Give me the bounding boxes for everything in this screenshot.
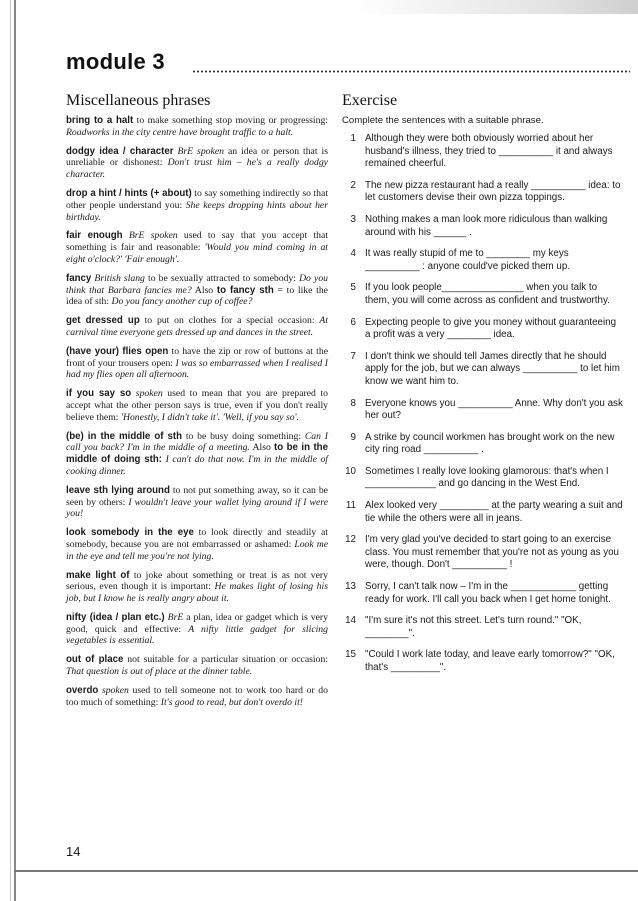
phrase-definition: Also bbox=[191, 284, 217, 296]
exercise-item bbox=[342, 248, 624, 273]
phrase-entry bbox=[66, 431, 328, 478]
phrase-italic-text: He makes light of losing his job, but I know he is really angry about it. bbox=[66, 581, 328, 605]
exercise-number: 7 bbox=[350, 350, 356, 362]
exercise-sentence: The new pizza restaurant had a really __________ idea: to let customers devise their own pizza toppings. bbox=[365, 179, 621, 204]
exercise-item bbox=[342, 351, 624, 389]
phrase-term: if you say so bbox=[66, 388, 132, 400]
phrase-list bbox=[66, 115, 328, 708]
exercise-number: 1 bbox=[350, 133, 356, 144]
exercise-item bbox=[342, 615, 624, 640]
phrase-entry bbox=[66, 654, 328, 678]
phrase-term: dodgy idea / character bbox=[66, 145, 174, 157]
phrase-definition: used to mean that you are prepared to accept what the other person says is true, even if you don't really believe them: bbox=[66, 388, 329, 423]
phrase-term: drop a hint / hints (+ about) bbox=[66, 187, 192, 199]
phrase-definition: to not put something away, so it can be seen by others: bbox=[66, 484, 328, 508]
phrase-term: overdo bbox=[66, 684, 99, 696]
exercise-item bbox=[342, 581, 624, 606]
phrase-definition: to be sexually attracted to somebody: bbox=[144, 272, 300, 284]
phrase-term: look somebody in the eye bbox=[66, 527, 194, 539]
phrase-italic-text: A nifty little gadget for slicing vegetables is essential. bbox=[66, 623, 328, 647]
page-number: 14 bbox=[66, 844, 81, 859]
exercise-sentence: Sorry, I can't talk now – I'm in the ____________ getting ready for work. I'll call you back when I get home tonight. bbox=[365, 581, 611, 605]
phrase-italic-text: Do you fancy another cup of coffee? bbox=[111, 296, 253, 308]
phrase-definition: to make something stop moving or progressing: bbox=[133, 115, 329, 126]
exercise-number: 15 bbox=[345, 649, 356, 661]
phrase-term: get dressed up bbox=[66, 315, 140, 327]
phrase-italic-text: BrE spoken bbox=[122, 230, 178, 242]
phrase-italic-text: 'Honestly, I didn't take it'. 'Well, if you say so'. bbox=[120, 411, 300, 423]
exercise-sentence: Everyone knows you __________ Anne. Why don't you ask her out? bbox=[365, 397, 623, 422]
exercise-item bbox=[342, 500, 624, 525]
phrase-italic-text: BrE bbox=[164, 611, 184, 623]
exercise-item bbox=[342, 534, 624, 572]
phrase-italic-text: Can I call you back? I'm in the middle of a meeting. bbox=[66, 430, 328, 454]
phrase-term: make light of bbox=[66, 569, 130, 581]
phrase-definition: to be busy doing something: bbox=[182, 430, 305, 442]
phrases-heading: Miscellaneous phrases bbox=[66, 92, 211, 109]
phrase-entry bbox=[66, 188, 328, 223]
exercise-item bbox=[342, 133, 624, 171]
exercise-sentence: I'm very glad you've decided to start going to an exercise class. You must remember that you're not as young as you were, though. Don't __________ ! bbox=[365, 534, 620, 571]
phrase-definition: a plan, idea or gadget which is very good, quick and effective: bbox=[66, 611, 329, 635]
phrase-entry bbox=[66, 346, 328, 381]
exercise-item bbox=[342, 398, 624, 423]
phrase-definition: an idea or person that is unreliable or dishonest: bbox=[66, 145, 328, 169]
exercise-number: 3 bbox=[350, 213, 356, 225]
phrase-definition: to joke about something or treat is as not very serious, even though it is important: bbox=[66, 569, 328, 593]
dotted-rule bbox=[192, 70, 630, 73]
exercise-sentence: I don't think we should tell James directly that he should apply for the job, but we can always __________ to let him know we want him to. bbox=[365, 350, 620, 387]
phrase-italic-text: spoken bbox=[131, 388, 163, 400]
phrase-entry bbox=[66, 273, 328, 308]
phrase-entry bbox=[66, 315, 328, 339]
phrase-term: (be) in the middle of sth bbox=[66, 430, 183, 442]
exercise-item bbox=[342, 466, 624, 491]
phrases-column bbox=[66, 92, 328, 715]
exercise-sentence: Sometimes I really love looking glamorous: that's when I _____________ and go dancing in the West End. bbox=[365, 465, 609, 490]
phrase-term: (have your) flies open bbox=[66, 345, 169, 357]
exercise-item bbox=[342, 432, 624, 457]
phrase-term: to be in the middle of doing sth: bbox=[66, 442, 328, 466]
phrase-italic-text: At carnival time everyone gets dressed up and dances in the street. bbox=[66, 315, 329, 338]
phrase-entry bbox=[66, 388, 328, 423]
exercise-number: 10 bbox=[345, 465, 356, 477]
exercise-sentence: Nothing makes a man look more ridiculous than walking around with his ______ . bbox=[365, 213, 608, 238]
phrase-term: to fancy sth bbox=[216, 284, 274, 296]
exercise-number: 11 bbox=[345, 500, 356, 512]
exercise-sentence: Although they were both obviously worried about her husband's illness, they tried to __________ it and always remained cheerful. bbox=[365, 133, 613, 170]
exercise-sentence: "I'm sure it's not this street. Let's turn round." "OK, ________". bbox=[365, 615, 582, 639]
phrase-italic-text: It's good to read, but don't overdo it! bbox=[160, 696, 303, 708]
exercise-sentence: If you look people_______________ when you talk to them, you will come across as confident and trustworthy. bbox=[365, 282, 610, 306]
exercise-sentence: Expecting people to give you money without guaranteeing a profit was a very ________ idea. bbox=[365, 316, 617, 341]
phrase-definition: to put on clothes for a special occasion: bbox=[139, 315, 320, 327]
scan-top-edge bbox=[0, 0, 638, 14]
phrase-term: fancy bbox=[66, 272, 92, 284]
phrase-definition: not suitable for a particular situation or occasion: bbox=[123, 654, 328, 666]
exercise-sentence: "Could I work late today, and leave early tomorrow?" "OK, that's _________". bbox=[365, 649, 615, 673]
exercise-number: 5 bbox=[350, 282, 356, 294]
phrase-italic-text: Look me in the eye and tell me you're not lying. bbox=[66, 538, 329, 562]
phrase-italic-text: I can't do that now. I'm in the middle of cooking dinner. bbox=[66, 454, 329, 477]
exercise-number: 4 bbox=[350, 248, 356, 260]
phrase-entry bbox=[66, 115, 328, 139]
phrase-italic-text: spoken bbox=[98, 684, 129, 696]
module-title: module 3 bbox=[66, 49, 165, 74]
phrase-italic-text: I was so embarrassed when I realised I had my flies open all afternoon. bbox=[66, 357, 328, 381]
phrase-italic-text: Do you think that Barbara fancies me? bbox=[66, 272, 329, 296]
phrase-italic-text: That question is out of place at the dinner table. bbox=[66, 666, 253, 678]
phrase-definition: used to say that you accept that something is fair and reasonable: bbox=[66, 230, 328, 254]
exercise-item bbox=[342, 282, 624, 307]
phrase-term: fair enough bbox=[66, 230, 123, 242]
phrase-entry bbox=[66, 570, 328, 605]
scan-spine-line bbox=[10, 0, 11, 901]
exercise-list bbox=[342, 133, 624, 675]
phrase-italic-text: BrE spoken bbox=[173, 145, 224, 157]
exercise-number: 12 bbox=[345, 534, 356, 546]
phrase-term: out of place bbox=[66, 654, 124, 666]
exercise-item bbox=[342, 180, 624, 205]
phrase-entry bbox=[66, 685, 328, 709]
phrase-entry bbox=[66, 146, 328, 181]
exercise-number: 9 bbox=[350, 431, 356, 443]
phrase-italic-text: British slang bbox=[91, 272, 145, 284]
exercise-number: 8 bbox=[350, 397, 356, 409]
exercise-sentence: Alex looked very _________ at the party wearing a suit and tie while the others were all in jeans. bbox=[365, 500, 623, 524]
exercise-item bbox=[342, 214, 624, 239]
phrase-italic-text: She keeps dropping hints about her birthday. bbox=[66, 199, 328, 223]
phrase-entry bbox=[66, 485, 328, 520]
phrase-entry bbox=[66, 230, 328, 265]
exercise-sentence: It was really stupid of me to ________ my keys __________ : anyone could've picked them up. bbox=[365, 248, 571, 272]
exercise-number: 6 bbox=[350, 316, 356, 328]
phrase-definition: to look directly and steadily at somebody, because you are not embarrassed or ashamed: bbox=[66, 527, 328, 550]
phrase-italic-text: Roadworks in the city centre have brought traffic to a halt. bbox=[66, 126, 294, 138]
phrase-italic-text: Don't trust him – he's a really dodgy character. bbox=[66, 157, 328, 181]
phrase-definition: to have the zip or row of buttons at the front of your trousers open: bbox=[66, 345, 328, 369]
exercise-column bbox=[342, 92, 624, 684]
exercise-number: 14 bbox=[345, 615, 356, 627]
phrase-term: bring to a halt bbox=[66, 115, 134, 126]
exercise-sentence: A strike by council workmen has brought work on the new city ring road __________ . bbox=[365, 431, 615, 456]
page-spine bbox=[14, 0, 16, 901]
exercise-item bbox=[342, 317, 624, 342]
exercise-instruction: Complete the sentences with a suitable phrase. bbox=[342, 115, 544, 126]
exercise-number: 13 bbox=[345, 581, 356, 593]
phrase-term: nifty (idea / plan etc.) bbox=[66, 611, 165, 623]
phrase-term: leave sth lying around bbox=[66, 484, 170, 496]
exercise-heading: Exercise bbox=[342, 92, 398, 109]
exercise-number: 2 bbox=[350, 179, 356, 191]
phrase-definition: = to like the idea of sth: bbox=[66, 284, 328, 308]
phrase-entry bbox=[66, 527, 328, 562]
exercise-item bbox=[342, 649, 624, 674]
phrase-definition: Also bbox=[249, 442, 275, 454]
phrase-definition: to say something indirectly so that other people understand you: bbox=[66, 187, 329, 211]
phrase-entry bbox=[66, 612, 328, 647]
phrase-italic-text: 'Would you mind coming in at eight o'clock?' 'Fair enough'. bbox=[66, 242, 328, 265]
phrase-definition: used to tell someone not to work too hard or do too much of something: bbox=[66, 684, 328, 708]
bottom-rule bbox=[14, 870, 638, 872]
phrase-italic-text: I wouldn't leave your wallet lying around if I were you! bbox=[66, 496, 328, 520]
